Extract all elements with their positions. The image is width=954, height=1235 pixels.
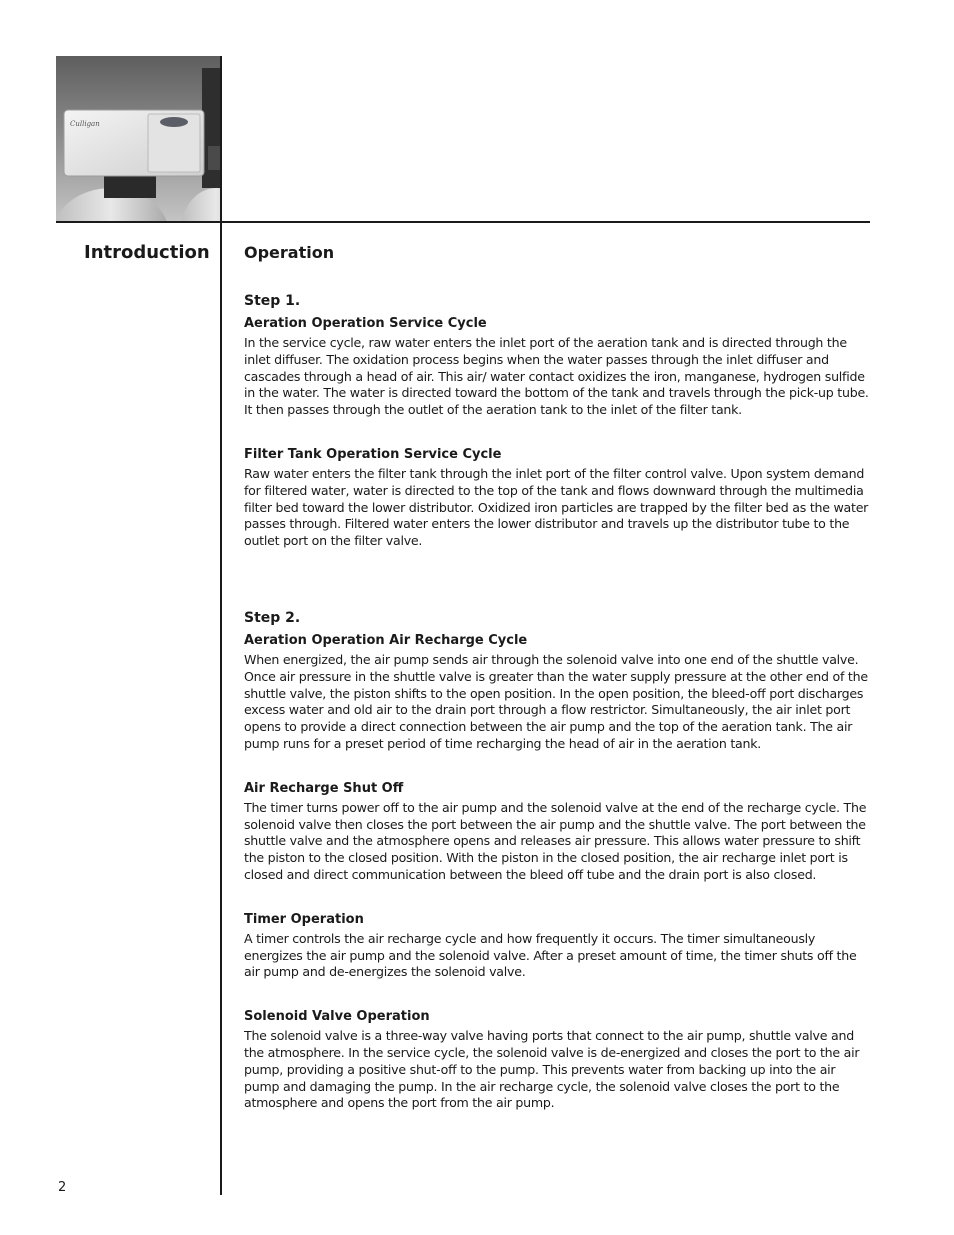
main-content bbox=[244, 243, 870, 1139]
body-paragraph: A timer controls the air recharge cycle and how frequently it occurs. The timer simultaneously energizes the air pump and the solenoid valve. After a preset amount of time, the timer shuts off the air pump and de-energizes the solenoid valve. bbox=[244, 930, 857, 980]
body-paragraph: The solenoid valve is a three-way valve having ports that connect to the air pump, shuttle valve and the atmosphere. In the service cycle, the solenoid valve is de-energized and closes the port to the air pump, providing a positive shut-off to the pump. This prevents water from backing up into the air pump and damaging the pump. In the air recharge cycle, the solenoid valve closes the port to the atmosphere and opens the port from the air pump. bbox=[244, 1028, 860, 1111]
subsection-title: Solenoid Valve Operation bbox=[244, 1009, 430, 1025]
subsection-title: Air Recharge Shut Off bbox=[244, 780, 404, 796]
water-system-illustration bbox=[56, 56, 221, 221]
body-paragraph: In the service cycle, raw water enters the inlet port of the aeration tank and is directed through the inlet diffuser. The oxidation process begins when the water passes through the inlet diffuser and cascades through a head of air. This air/ water contact oxidizes the iron, manganese, hydrogen sulfide in the water. The water is directed toward the bottom of the tank and travels through the pick-up tube. It then passes through the outlet of the aeration tank to the inlet of the filter tank. bbox=[244, 335, 869, 418]
step-1 bbox=[244, 292, 870, 550]
step-label: Step 2. bbox=[244, 609, 301, 626]
body-paragraph: Raw water enters the filter tank through the inlet port of the filter control valve. Upon system demand for filtered water, water is directed to the top of the tank and flows downward through the multimedia filter bed toward the lower distributor. Oxidized iron particles are trapped by the filter bed as the water passes through. Filtered water enters the lower distributor and travels up the distributor tube to the outlet port on the filter valve. bbox=[244, 465, 869, 549]
page-number: 2 bbox=[58, 1180, 67, 1195]
section-label: Introduction bbox=[84, 242, 210, 263]
body-paragraph: When energized, the air pump sends air through the solenoid valve into one end of the shuttle valve. Once air pressure in the shuttle valve is greater than the water supply pressure at the other end of the shuttle valve, the piston shifts to the open position. In the open position, the bleed-off port discharges excess water and old air to the drain port through a flow restrictor. Simultaneously, the air inlet port opens to provide a direct connection between the air pump and the top of the aeration tank. The air pump runs for a preset period of time recharging the head of air in the aeration tank. bbox=[244, 651, 868, 751]
subsection-title: Filter Tank Operation Service Cycle bbox=[244, 446, 502, 462]
step-2 bbox=[244, 609, 870, 1112]
spacer bbox=[244, 577, 870, 609]
subsection-title: Timer Operation bbox=[244, 911, 364, 927]
page-heading: Operation bbox=[244, 243, 335, 262]
subsection-title: Aeration Operation Service Cycle bbox=[244, 316, 487, 331]
product-photo bbox=[56, 56, 221, 221]
horizontal-divider bbox=[56, 221, 870, 223]
body-paragraph: The timer turns power off to the air pump and the solenoid valve at the end of the recharge cycle. The solenoid valve then closes the port between the air pump and the shuttle valve. The port between the shuttle valve and the atmosphere opens and releases air pressure. This allows water pressure to shift the piston to the closed position. With the piston in the closed position, the air recharge inlet port is closed and direct communication between the bleed off tube and the drain port is also closed. bbox=[244, 799, 867, 882]
brand-logo: Culligan bbox=[70, 120, 100, 128]
subsection-title: Aeration Operation Air Recharge Cycle bbox=[244, 632, 528, 648]
step-label: Step 1. bbox=[244, 293, 301, 309]
vertical-divider bbox=[220, 56, 222, 1195]
